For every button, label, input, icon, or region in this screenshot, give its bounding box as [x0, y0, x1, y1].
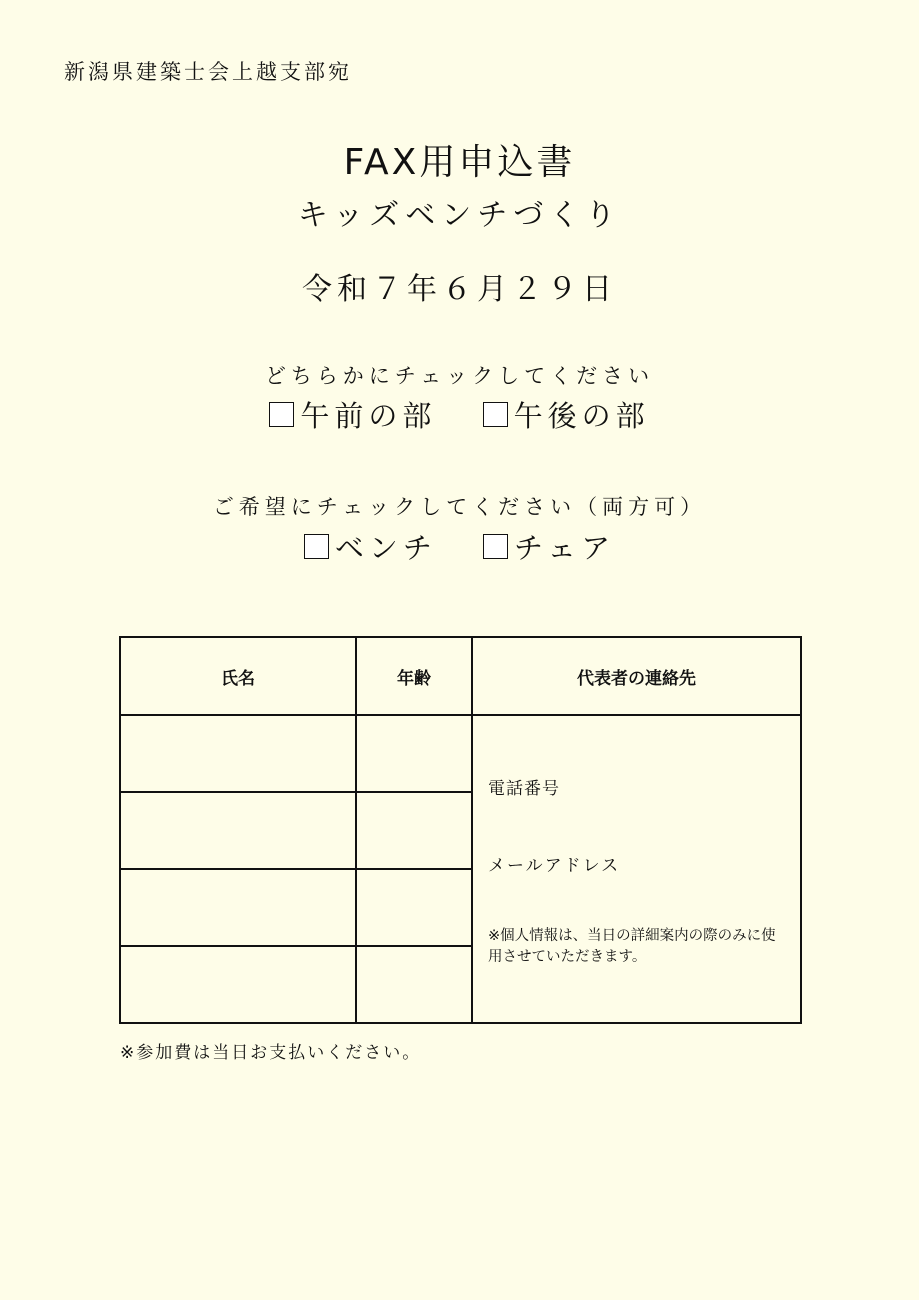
application-table — [119, 636, 802, 1024]
age-field-4[interactable] — [356, 946, 472, 1023]
session-options — [0, 394, 919, 435]
afternoon-session-checkbox[interactable] — [483, 402, 508, 427]
email-label: メールアドレス — [488, 856, 621, 876]
age-column-header: 年齢 — [356, 637, 472, 715]
addressee: 新潟県建築士会上越支部宛 — [64, 60, 352, 84]
bench-checkbox[interactable] — [304, 534, 329, 559]
chair-option[interactable] — [483, 526, 615, 567]
morning-session-option[interactable] — [269, 394, 436, 435]
chair-checkbox[interactable] — [483, 534, 508, 559]
event-name: キッズベンチづくり — [297, 198, 622, 233]
morning-session-checkbox[interactable] — [269, 402, 294, 427]
chair-label: チェア — [514, 531, 616, 565]
contact-column-header: 代表者の連絡先 — [472, 637, 801, 715]
event-date: 令和７年６月２９日 — [302, 272, 617, 307]
table-header-row — [120, 637, 801, 715]
privacy-note: ※個人情報は、当日の詳細案内の際のみに使用させていただきます。 — [488, 928, 776, 965]
age-field-1[interactable] — [356, 715, 472, 792]
name-field-4[interactable] — [120, 946, 356, 1023]
page-title: FAX用申込書 — [343, 142, 576, 183]
fee-note: ※参加費は当日お支払いください。 — [120, 1043, 422, 1063]
afternoon-session-option[interactable] — [483, 394, 650, 435]
morning-session-label: 午前の部 — [300, 399, 437, 433]
item-options — [0, 526, 919, 567]
age-field-2[interactable] — [356, 792, 472, 869]
item-instruction: ご希望にチェックしてください（両方可） — [212, 495, 707, 519]
bench-option[interactable] — [304, 526, 437, 567]
phone-label: 電話番号 — [488, 779, 560, 799]
bench-label: ベンチ — [334, 531, 437, 565]
contact-cell[interactable] — [472, 715, 801, 1023]
afternoon-session-label: 午後の部 — [513, 399, 650, 433]
name-field-3[interactable] — [120, 869, 356, 946]
session-instruction: どちらかにチェックしてください — [264, 364, 655, 388]
name-field-2[interactable] — [120, 792, 356, 869]
name-field-1[interactable] — [120, 715, 356, 792]
age-field-3[interactable] — [356, 869, 472, 946]
table-row — [120, 715, 801, 792]
name-column-header: 氏名 — [120, 637, 356, 715]
